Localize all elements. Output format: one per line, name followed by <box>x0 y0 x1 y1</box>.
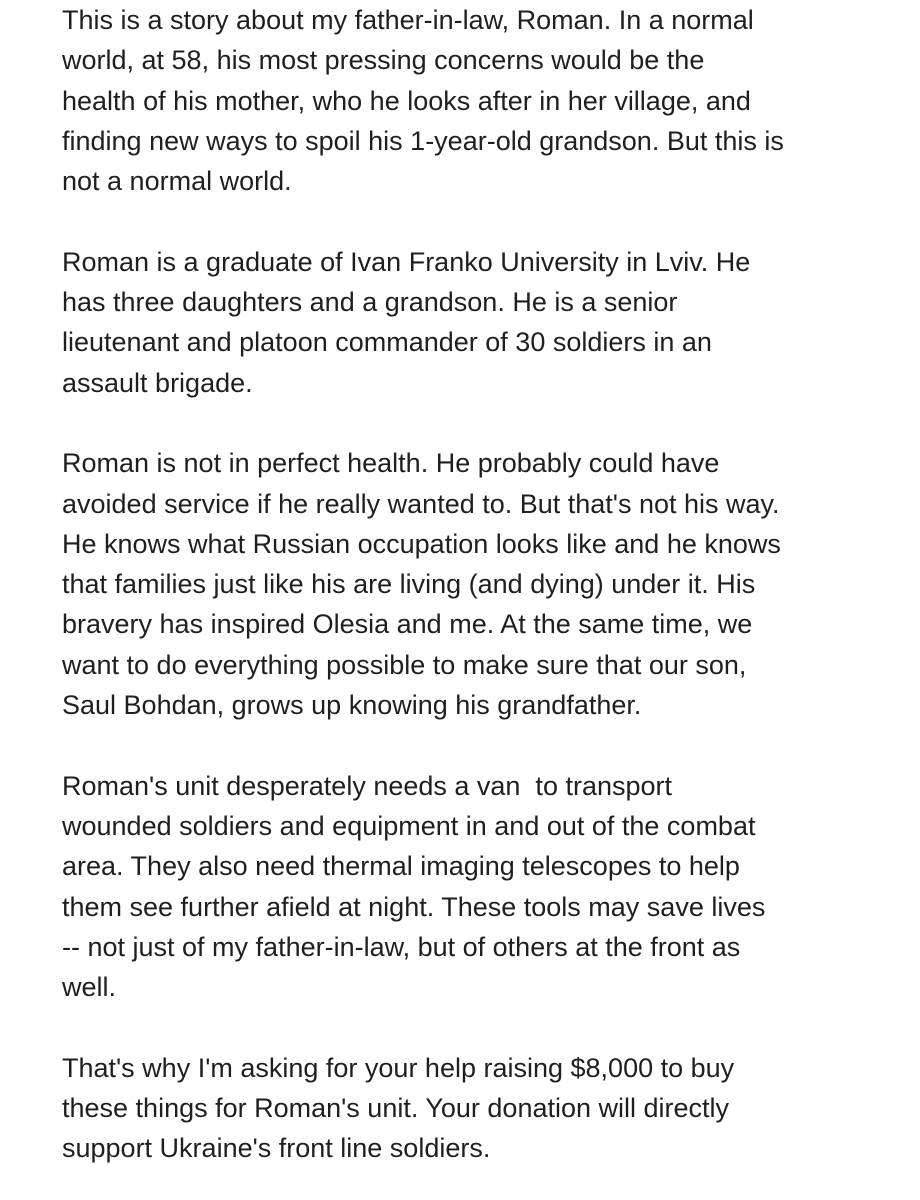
text-line: finding new ways to spoil his 1-year-old grandson. But this is <box>62 125 784 156</box>
text-line: assault brigade. <box>62 367 253 398</box>
text-line: want to do everything possible to make sure that our son, <box>62 649 747 680</box>
text-line: area. They also need thermal imaging telescopes to help <box>62 851 740 882</box>
text-line: well. <box>62 972 117 1003</box>
text-line: Roman is not in perfect health. He probably could have <box>62 448 720 479</box>
text-line: He knows what Russian occupation looks like and he knows <box>62 528 781 559</box>
paragraph-intro <box>62 0 892 201</box>
paragraph-spacer <box>62 725 892 765</box>
text-line: Roman is a graduate of Ivan Franko University in Lviv. He <box>62 246 751 277</box>
text-line: lieutenant and platoon commander of 30 soldiers in an <box>62 327 712 358</box>
text-line: Roman's unit desperately needs a van to transport <box>62 770 673 801</box>
paragraph-motivation <box>62 443 892 725</box>
text-line: -- not just of my father-in-law, but of others at the front as <box>62 931 741 962</box>
story-text <box>62 0 892 1169</box>
paragraph-spacer <box>62 201 892 241</box>
text-line: avoided service if he really wanted to. But that's not his way. <box>62 488 780 519</box>
text-line: has three daughters and a grandson. He is a senior <box>62 287 678 318</box>
text-line: bravery has inspired Olesia and me. At the same time, we <box>62 609 753 640</box>
text-line: that families just like his are living (and dying) under it. His <box>62 569 756 600</box>
paragraph-spacer <box>62 1007 892 1047</box>
paragraph-spacer <box>62 403 892 443</box>
text-line: This is a story about my father-in-law, Roman. In a normal <box>62 5 754 35</box>
text-line: world, at 58, his most pressing concerns would be the <box>62 45 705 76</box>
text-line: That's why I'm asking for your help raising $8,000 to buy <box>62 1052 735 1083</box>
text-line: Saul Bohdan, grows up knowing his grandfather. <box>62 690 642 721</box>
text-line: not a normal world. <box>62 166 292 197</box>
paragraph-background <box>62 242 892 403</box>
paragraph-appeal <box>62 1048 892 1169</box>
text-line: them see further afield at night. These tools may save lives <box>62 891 766 922</box>
text-line: these things for Roman's unit. Your donation will directly <box>62 1093 730 1124</box>
text-line: wounded soldiers and equipment in and out of the combat <box>62 810 756 841</box>
text-line: support Ukraine's front line soldiers. <box>62 1133 491 1164</box>
paragraph-needs <box>62 766 892 1008</box>
text-line: health of his mother, who he looks after in her village, and <box>62 85 751 116</box>
